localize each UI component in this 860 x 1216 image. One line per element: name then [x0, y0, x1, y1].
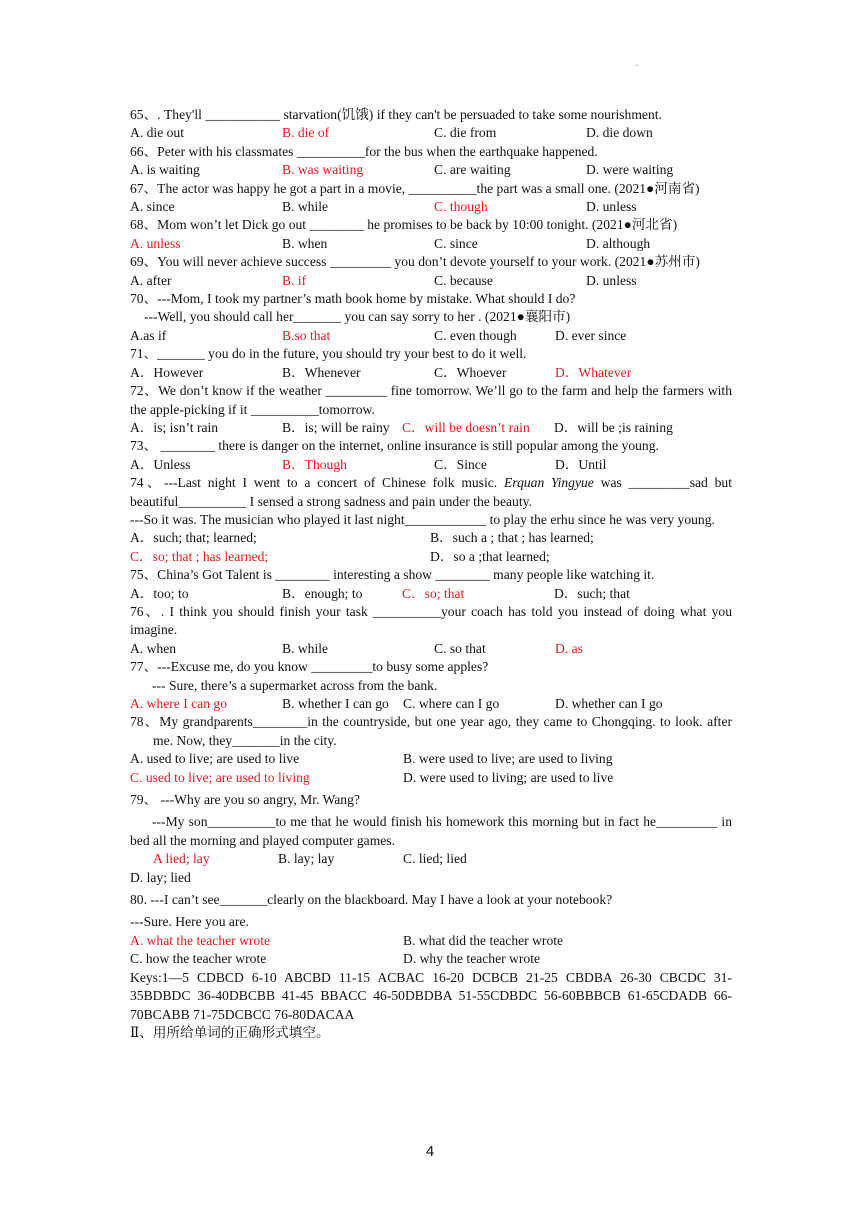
- option-c-answer: C. used to live; are used to living: [130, 769, 310, 785]
- option-d-answer: D. as: [555, 640, 583, 656]
- option-b: B. what did the teacher wrote: [403, 932, 564, 948]
- option-d: D. why the teacher wrote: [403, 951, 541, 967]
- option-b-answer: B. was waiting: [282, 162, 364, 178]
- question-70-options: [130, 327, 732, 345]
- option-a: A. is waiting: [130, 162, 200, 178]
- question-65-options: [130, 124, 732, 142]
- question-76-options: [130, 640, 732, 658]
- option-c-answer: C．so; that: [402, 585, 465, 601]
- option-d-answer: D．Whatever: [555, 364, 632, 380]
- option-b: B. were used to live; are used to living: [403, 751, 613, 767]
- question-77-dialogue: --- Sure, there’s a supermarket across from the bank.: [152, 677, 438, 693]
- question-70-dialogue: ---Well, you should call her_______ you can say sorry to her . (2021●襄阳市): [144, 309, 571, 325]
- question-73-stem: 73、 ________ there is danger on the internet, online insurance is still popular among the young.: [130, 438, 659, 454]
- question-78-options-row2: [130, 769, 732, 787]
- stem-part: was _________sad but beautiful__________ I sensed a strong sadness and pain under the beauty.: [130, 475, 733, 509]
- option-c: C. die from: [434, 125, 497, 141]
- question-71-stem: 71、_______ you do in the future, you should try your best to do it well.: [130, 346, 527, 362]
- option-a-answer: A lied; lay: [153, 851, 210, 867]
- question-75-stem: 75、China’s Got Talent is ________ interesting a show ________ many people like watching it.: [130, 567, 655, 583]
- option-a-answer: A. where I can go: [130, 696, 228, 711]
- question-75-options: [130, 585, 732, 603]
- option-a-answer: A. what the teacher wrote: [130, 932, 271, 948]
- question-77-stem: 77、---Excuse me, do you know _________to busy some apples?: [130, 659, 489, 675]
- option-a: A. after: [130, 272, 172, 288]
- option-d: D. although: [586, 235, 651, 251]
- option-d: D．Until: [555, 456, 607, 472]
- question-66-options: [130, 161, 732, 179]
- question-72-options: [130, 419, 732, 437]
- option-c: C. where can I go: [403, 696, 500, 711]
- option-c: C．Whoever: [434, 364, 507, 380]
- question-69-stem: 69、You will never achieve success _________ you don’t devote yourself to your work. (2021●苏州市): [130, 254, 700, 270]
- option-b: B. while: [282, 199, 329, 215]
- question-77-options: [130, 695, 732, 713]
- option-a: A．However: [130, 364, 204, 380]
- question-79-stem: 79、 ---Why are you so angry, Mr. Wang?: [130, 792, 360, 808]
- option-d: D. whether can I go: [555, 696, 663, 711]
- option-b: B．is; will be rainy: [282, 419, 390, 435]
- question-74-options: [130, 529, 732, 547]
- option-d: D. die down: [586, 125, 653, 141]
- option-c: C. are waiting: [434, 162, 511, 178]
- option-b: B．enough; to: [282, 585, 363, 601]
- option-a: A. since: [130, 199, 175, 215]
- stem-part: 74、---Last night I went to a concert of Chinese folk music.: [130, 475, 504, 491]
- question-74-stem: [130, 474, 732, 511]
- option-a: A．such; that; learned;: [130, 530, 257, 546]
- question-66-stem: 66、Peter with his classmates __________for the bus when the earthquake happened.: [130, 143, 598, 159]
- option-c: C. how the teacher wrote: [130, 951, 267, 967]
- question-78-stem: 78、My grandparents________in the countryside, but one year ago, they came to Chongqing. to look. after me. Now, they_______in the city.: [130, 714, 732, 748]
- question-79-options: [130, 850, 732, 887]
- option-a: A. die out: [130, 125, 184, 141]
- option-b: B. lay; lay: [278, 851, 335, 867]
- question-70-stem: 70、---Mom, I took my partner’s math book home by mistake. What should I do?: [130, 291, 576, 307]
- option-c: C. since: [434, 235, 478, 251]
- option-d: D. lay; lied: [130, 869, 191, 885]
- question-79-dialogue: ---My son__________to me that he would finish his homework this morning but in fact he_________ in bed all the morning and played computer games.: [130, 814, 732, 848]
- question-73-options: [130, 456, 732, 474]
- option-b-answer: B.so that: [282, 327, 331, 343]
- option-a: A. used to live; are used to live: [130, 751, 300, 767]
- option-b-answer: B．Though: [282, 456, 347, 472]
- song-title: Erquan Yingyue: [503, 475, 594, 491]
- question-69-options: [130, 272, 732, 290]
- option-b: B．Whenever: [282, 364, 361, 380]
- question-80-options-row2: [130, 950, 732, 968]
- option-a: A.as if: [130, 327, 167, 343]
- question-80-stem: 80. ---I can’t see_______clearly on the blackboard. May I have a look at your notebook?: [130, 892, 613, 908]
- page-number: 4: [425, 1143, 435, 1160]
- question-67-options: [130, 198, 732, 216]
- option-b: B. whether I can go: [282, 696, 389, 711]
- option-c-answer: C. though: [434, 199, 488, 215]
- option-a: A．Unless: [130, 456, 191, 472]
- option-d: D. were waiting: [586, 162, 674, 178]
- answer-keys: Keys:1—5 CDBCD 6-10 ABCBD 11-15 ACBAC 16-20 DCBCB 21-25 CBDBA 26-30 CBCDC 31-35BDBDC 36-40DBCBB 41-45 BBACC 46-50DBDBA 51-55CDBDC 56-60BBBCB 61-65CDADB 66-70BCABB 71-75DCBCC 76-80DACAA: [130, 969, 732, 1022]
- option-d: D．will be ;is raining: [554, 419, 673, 435]
- question-74-dialogue: ---So it was. The musician who played it last night____________ to play the erhu since he was very young.: [130, 511, 715, 527]
- question-76-stem: 76、. I think you should finish your task __________your coach has told you instead of doing what you imagine.: [130, 603, 732, 638]
- question-65-stem: 65、. They'll ___________ starvation(饥饿) if they can't be persuaded to take some nourishment.: [130, 107, 662, 122]
- option-c-answer: C．will be doesn’t rain: [402, 419, 530, 435]
- question-68-options: [130, 235, 732, 253]
- question-71-options: [130, 364, 732, 382]
- option-c: C. so that: [434, 640, 486, 656]
- question-72-stem: 72、We don’t know if the weather _________ fine tomorrow. We’ll go to the farm and help the farmers with the apple-picking if it __________tomorrow.: [130, 383, 732, 417]
- option-d: D. unless: [586, 272, 637, 288]
- question-68-stem: 68、Mom won’t let Dick go out ________ he promises to be back by 10:00 tonight. (2021●河北省): [130, 217, 678, 233]
- option-d: D. were used to living; are used to live: [403, 769, 614, 785]
- question-list: [130, 106, 732, 1042]
- question-67-stem: 67、The actor was happy he got a part in a movie, __________the part was a small one. (2021●河南省): [130, 180, 700, 196]
- option-a-answer: A. unless: [130, 235, 181, 251]
- option-b-answer: B. die of: [282, 125, 330, 141]
- option-b: B．such a ; that ; has learned;: [430, 530, 594, 546]
- option-a: A．too; to: [130, 585, 189, 601]
- option-d: D．so a ;that learned;: [430, 548, 550, 564]
- question-80-options: [130, 932, 732, 950]
- option-d: D. ever since: [555, 327, 627, 343]
- option-c: C. lied; lied: [403, 851, 467, 867]
- question-74-options-row2: [130, 548, 732, 566]
- option-b: B. while: [282, 640, 329, 656]
- option-d: D．such; that: [554, 585, 630, 601]
- option-d: D. unless: [586, 199, 637, 215]
- option-c: C. even though: [434, 327, 517, 343]
- option-b: B. when: [282, 235, 328, 251]
- option-a: A. when: [130, 640, 177, 656]
- option-b-answer: B. if: [282, 272, 307, 288]
- option-c: C．Since: [434, 456, 487, 472]
- option-c-answer: C．so; that ; has learned;: [130, 548, 269, 564]
- option-a: A．is; isn’t rain: [130, 419, 219, 435]
- section-title: Ⅱ、用所给单词的正确形式填空。: [130, 1024, 330, 1040]
- question-78-options: [130, 750, 732, 768]
- question-80-dialogue: ---Sure. Here you are.: [130, 914, 249, 930]
- option-c: C. because: [434, 272, 493, 288]
- header-mark: .: [636, 58, 639, 69]
